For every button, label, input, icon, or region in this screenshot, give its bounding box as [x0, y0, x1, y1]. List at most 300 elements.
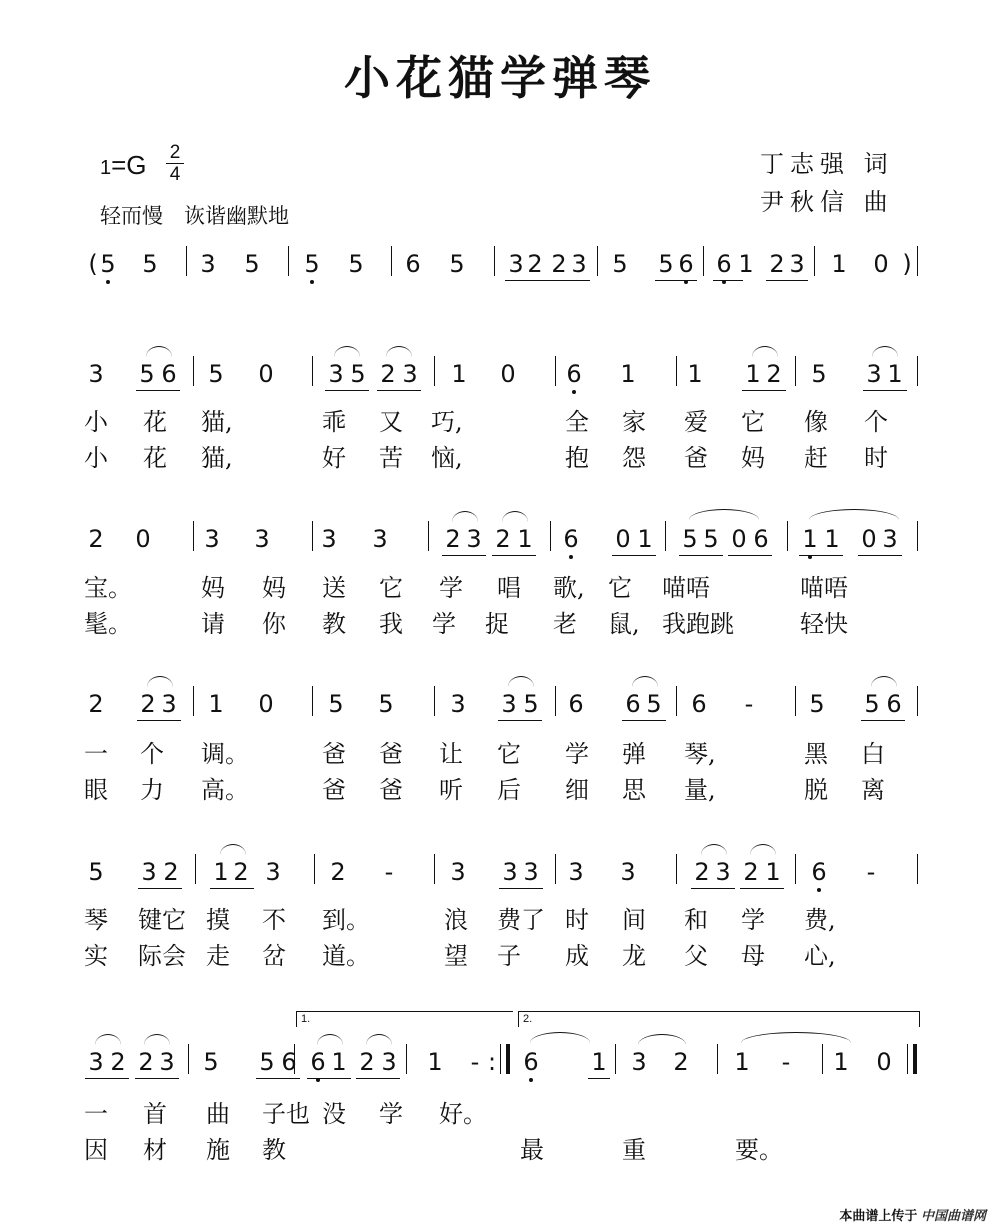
note: 3 [568, 858, 584, 886]
note: - [744, 690, 754, 718]
barline [917, 521, 918, 551]
lyric-syllable: 材 [143, 1136, 167, 1164]
note: 3 [88, 360, 104, 388]
note: 3 [501, 690, 517, 718]
underline-beam [740, 888, 784, 889]
lyric-syllable: 它 [608, 574, 632, 602]
barline [500, 1044, 501, 1074]
lyric-syllable: 恼, [431, 444, 463, 472]
note: 5 [350, 360, 366, 388]
note: 1 [517, 525, 533, 553]
note: 2 [495, 525, 511, 553]
note: 5 [646, 690, 662, 718]
lyric-syllable: 学 [741, 906, 765, 934]
note: 6 [520, 1050, 542, 1074]
barline [822, 1044, 823, 1074]
lyric-syllable: 教 [322, 610, 346, 638]
note: 2 [359, 1048, 375, 1076]
lyric-syllable: 琴, [684, 740, 716, 768]
note: 6 [405, 250, 421, 278]
note: 5 [244, 250, 260, 278]
lyric-syllable: 白 [861, 740, 885, 768]
note: 5 [658, 250, 674, 278]
note: 3 [789, 250, 805, 278]
note: - [384, 858, 394, 886]
lyric-syllable: 间 [622, 906, 646, 934]
note: 5 [97, 252, 119, 276]
note: 3 [502, 858, 518, 886]
lyric-syllable: 费了 [497, 906, 545, 934]
slur [701, 844, 727, 855]
note: 6 [625, 690, 641, 718]
lyric-syllable: 妈 [741, 444, 765, 472]
lyric-syllable: 又 [379, 408, 403, 436]
note: 5 [809, 690, 825, 718]
note: - [866, 858, 876, 886]
lyric-syllable: 学 [379, 1100, 403, 1128]
underline-beam [612, 555, 656, 556]
note: 1 [637, 525, 653, 553]
lyric-syllable: 鼠, [608, 610, 640, 638]
barline [555, 854, 556, 884]
lyric-syllable: 际会 [138, 942, 186, 970]
note: 6 [307, 1050, 329, 1074]
barline [787, 521, 788, 551]
barline [294, 1044, 295, 1074]
note: 1 [738, 250, 754, 278]
underline-beam [85, 1078, 129, 1079]
volta-2: 2. [518, 1011, 920, 1027]
note: 0 [258, 360, 274, 388]
lyric-syllable: 岔 [262, 942, 286, 970]
note: 3 [508, 250, 524, 278]
lyric-syllable: 苦 [379, 444, 403, 472]
note: 3 [866, 360, 882, 388]
lyric-syllable: 花 [143, 444, 167, 472]
note: 3 [88, 1048, 104, 1076]
lyric-syllable: 让 [439, 740, 463, 768]
lyric-syllable: 猫, [201, 444, 233, 472]
note: 0 [861, 525, 877, 553]
lyric-syllable: 它 [497, 740, 521, 768]
note: 5 [449, 250, 465, 278]
lyric-syllable: 学 [432, 610, 456, 638]
note: 3 [159, 1048, 175, 1076]
note: 5 [208, 360, 224, 388]
note: 1 [831, 250, 847, 278]
barline [434, 356, 435, 386]
lyric-syllable: 乖 [322, 408, 346, 436]
note: 2 [330, 858, 346, 886]
lyric-syllable: 道。 [322, 942, 370, 970]
lyric-syllable: 重 [622, 1136, 646, 1164]
slur [147, 676, 173, 687]
underline-beam [858, 555, 902, 556]
note: 3 [523, 858, 539, 886]
lyric-syllable: 怨 [622, 444, 646, 472]
slur [502, 511, 528, 522]
underline-beam [325, 390, 369, 391]
barline [597, 246, 598, 276]
lyric-syllable: 送 [322, 574, 346, 602]
note: 0 [615, 525, 631, 553]
lyric-syllable: 子也 [262, 1100, 310, 1128]
note: 6 [753, 525, 769, 553]
lyric-syllable: 调。 [201, 740, 249, 768]
composer-credit: 尹秋信 曲 [760, 188, 894, 216]
note: 5 [301, 252, 323, 276]
barline [676, 356, 677, 386]
lyric-syllable: 不 [262, 906, 286, 934]
lyric-syllable: 妈 [201, 574, 225, 602]
footer-text: 本曲谱上传于 [839, 1208, 918, 1223]
note: 6 [675, 252, 697, 276]
lyric-syllable: 最 [520, 1136, 544, 1164]
lyric-syllable: 巧, [431, 408, 463, 436]
barline [907, 1044, 908, 1074]
key-prefix: 1 [100, 157, 112, 179]
underline-beam [713, 280, 743, 281]
slur [871, 676, 897, 687]
barline [428, 521, 429, 551]
note: 3 [450, 858, 466, 886]
note: 5 [682, 525, 698, 553]
lyric-syllable: 爸 [322, 740, 346, 768]
lyric-syllable: 小 [84, 444, 108, 472]
lyric-syllable: 捉 [485, 610, 509, 638]
lyric-syllable: 时 [864, 444, 888, 472]
underline-beam [307, 1078, 351, 1079]
note: 2 [140, 690, 156, 718]
slur [144, 1034, 170, 1045]
site-logo: 中国曲谱网 [920, 1208, 986, 1223]
note: 6 [560, 527, 582, 551]
lyric-syllable: 家 [622, 408, 646, 436]
note: 6 [713, 252, 735, 276]
octave-dot [310, 280, 314, 284]
barline [188, 1044, 189, 1074]
note: 2 [769, 250, 785, 278]
underline-beam [136, 390, 180, 391]
note: 2 [380, 360, 396, 388]
lyric-syllable: 花 [143, 408, 167, 436]
underline-beam [442, 555, 486, 556]
note: 5 [139, 360, 155, 388]
note: 3 [328, 360, 344, 388]
note: 3 [882, 525, 898, 553]
note: 5 [348, 250, 364, 278]
barline [703, 246, 704, 276]
note: 0 [135, 525, 151, 553]
note: 6 [808, 860, 830, 884]
note: 1 [799, 527, 821, 551]
note: 6 [161, 360, 177, 388]
barline [288, 246, 289, 276]
note: 3 [466, 525, 482, 553]
barline [676, 854, 677, 884]
lyric-syllable: 赶 [804, 444, 828, 472]
slur [741, 1032, 851, 1043]
lyric-syllable: 量, [684, 776, 716, 804]
underline-beam [679, 555, 723, 556]
note: 5 [259, 1048, 275, 1076]
lyric-syllable: 到。 [322, 906, 370, 934]
note: 1 [427, 1048, 443, 1076]
note: 3 [141, 858, 157, 886]
slur [530, 1032, 590, 1043]
note: 3 [631, 1048, 647, 1076]
lyric-syllable: 子 [497, 942, 521, 970]
lyric-syllable: 要。 [735, 1136, 783, 1164]
repeat-sign: : [487, 1048, 497, 1076]
lyric-syllable: 没 [322, 1100, 346, 1128]
lyric-syllable: 个 [864, 408, 888, 436]
lyric-syllable: 眼 [84, 776, 108, 804]
open-paren: ( [88, 250, 98, 278]
note: 2 [743, 858, 759, 886]
underline-beam [861, 720, 905, 721]
note: 5 [378, 690, 394, 718]
barline [555, 356, 556, 386]
lyric-syllable: 曲 [206, 1100, 230, 1128]
lyric-syllable: 学 [565, 740, 589, 768]
lyric-syllable: 琴 [84, 906, 108, 934]
underline-beam [499, 888, 543, 889]
underline-beam [492, 555, 536, 556]
note: 2 [445, 525, 461, 553]
underline-beam [742, 390, 786, 391]
note: 0 [258, 690, 274, 718]
underline-beam [356, 1078, 400, 1079]
note: 5 [612, 250, 628, 278]
slur [809, 509, 899, 520]
note: 1 [591, 1048, 607, 1076]
note: 3 [200, 250, 216, 278]
note: 5 [328, 690, 344, 718]
slur [366, 1034, 392, 1045]
note: 0 [876, 1048, 892, 1076]
slur [632, 676, 658, 687]
lyric-syllable: 摸 [206, 906, 230, 934]
tempo-marking: 轻而慢 诙谐幽默地 [100, 204, 289, 228]
note: 3 [450, 690, 466, 718]
lyric-syllable: 妈 [262, 574, 286, 602]
underline-beam [655, 280, 697, 281]
barline [555, 686, 556, 716]
lyric-syllable: 爸 [379, 740, 403, 768]
underline-beam [505, 280, 590, 281]
slur [95, 1034, 121, 1045]
slur [638, 1034, 686, 1045]
note: 2 [88, 525, 104, 553]
note: 0 [873, 250, 889, 278]
underline-beam [588, 1078, 610, 1079]
lyric-syllable: 请 [201, 610, 225, 638]
lyric-syllable: 全 [565, 408, 589, 436]
underline-beam [863, 390, 907, 391]
barline [434, 854, 435, 884]
note: 3 [204, 525, 220, 553]
lyric-syllable: 望 [444, 942, 468, 970]
note: 2 [527, 250, 543, 278]
lyric-syllable: 时 [565, 906, 589, 934]
octave-dot [569, 555, 573, 559]
underline-beam [138, 888, 182, 889]
note: 1 [208, 690, 224, 718]
lyric-syllable: 它 [741, 408, 765, 436]
barline [676, 686, 677, 716]
note: 3 [620, 858, 636, 886]
barline [186, 246, 187, 276]
note: - [470, 1048, 480, 1076]
lyric-syllable: 抱 [565, 444, 589, 472]
lyric-syllable: 细 [565, 776, 589, 804]
barline [312, 356, 313, 386]
lyric-syllable: 费, [804, 906, 836, 934]
note: 5 [811, 360, 827, 388]
lyric-syllable: 喵唔 [662, 574, 710, 602]
lyric-syllable: 猫, [201, 408, 233, 436]
underline-beam [256, 1078, 300, 1079]
note: 2 [766, 360, 782, 388]
lyric-syllable: 你 [262, 610, 286, 638]
lyric-syllable: 脱 [804, 776, 828, 804]
slur [386, 346, 412, 357]
lyric-syllable: 实 [84, 942, 108, 970]
barline [913, 1044, 917, 1074]
underline-beam [799, 555, 843, 556]
note: 2 [163, 858, 179, 886]
lyric-syllable: 走 [206, 942, 230, 970]
note: 3 [254, 525, 270, 553]
lyric-syllable: 键它 [138, 906, 186, 934]
note: 5 [523, 690, 539, 718]
lyric-syllable: 好 [322, 444, 346, 472]
note: - [781, 1048, 791, 1076]
key-signature [100, 150, 147, 181]
lyric-syllable: 髦。 [84, 610, 132, 638]
lyric-syllable: 学 [439, 574, 463, 602]
slur [750, 844, 776, 855]
lyric-syllable: 父 [684, 942, 708, 970]
barline [917, 356, 918, 386]
note: 3 [161, 690, 177, 718]
barline [917, 854, 918, 884]
note: 3 [402, 360, 418, 388]
slur [752, 346, 778, 357]
slur [452, 511, 478, 522]
barline [391, 246, 392, 276]
note: 2 [694, 858, 710, 886]
slur [334, 346, 360, 357]
lyric-syllable: 歌, [553, 574, 585, 602]
octave-dot [106, 280, 110, 284]
note: 0 [731, 525, 747, 553]
barline [506, 1044, 510, 1074]
lyric-syllable: 我 [662, 610, 686, 638]
barline [917, 246, 918, 276]
slur [872, 346, 898, 357]
note: 2 [551, 250, 567, 278]
lyric-syllable: 黑 [804, 740, 828, 768]
lyric-syllable: 母 [741, 942, 765, 970]
lyric-syllable: 一 [84, 1100, 108, 1128]
note: 1 [765, 858, 781, 886]
lyric-syllable: 它 [379, 574, 403, 602]
slur [220, 844, 246, 855]
note: 1 [620, 360, 636, 388]
lyric-syllable: 爱 [684, 408, 708, 436]
time-signature [166, 143, 184, 184]
barline [494, 246, 495, 276]
barline [917, 686, 918, 716]
close-paren: ) [902, 250, 912, 278]
note: 6 [691, 690, 707, 718]
note: 2 [110, 1048, 126, 1076]
note: 2 [233, 858, 249, 886]
lyric-syllable: 力 [140, 776, 164, 804]
octave-dot [529, 1078, 533, 1082]
note: 3 [372, 525, 388, 553]
note: 1 [833, 1048, 849, 1076]
barline [795, 854, 796, 884]
lyric-syllable: 跑跳 [686, 610, 734, 638]
barline [795, 686, 796, 716]
note: 1 [887, 360, 903, 388]
lyric-syllable: 唱 [497, 574, 521, 602]
key-name: =G [111, 150, 147, 180]
underline-beam [728, 555, 772, 556]
lyric-syllable: 我 [379, 610, 403, 638]
note: 1 [824, 525, 840, 553]
lyric-syllable: 施 [206, 1136, 230, 1164]
barline [193, 686, 194, 716]
barline [615, 1044, 616, 1074]
lyric-syllable: 高。 [201, 776, 249, 804]
lyric-syllable: 弹 [622, 740, 646, 768]
lyric-syllable: 宝。 [84, 574, 132, 602]
barline [550, 521, 551, 551]
note: 5 [88, 858, 104, 886]
lyric-syllable: 后 [497, 776, 521, 804]
note: 1 [745, 360, 761, 388]
note: 0 [500, 360, 516, 388]
note: 3 [381, 1048, 397, 1076]
underline-beam [377, 390, 421, 391]
note: 1 [687, 360, 703, 388]
barline [312, 521, 313, 551]
barline [193, 356, 194, 386]
lyric-syllable: 老 [553, 610, 577, 638]
octave-dot [572, 390, 576, 394]
underline-beam [210, 888, 254, 889]
slur [146, 346, 172, 357]
note: 3 [571, 250, 587, 278]
lyric-syllable: 思 [622, 776, 646, 804]
lyric-syllable: 心, [804, 942, 836, 970]
barline [814, 246, 815, 276]
volta-1: 1. [296, 1011, 513, 1027]
meter-bottom: 4 [169, 164, 181, 185]
underline-beam [766, 280, 808, 281]
note: 2 [138, 1048, 154, 1076]
note: 1 [734, 1048, 750, 1076]
underline-beam [137, 720, 181, 721]
slur [317, 1034, 343, 1045]
note: 1 [331, 1048, 347, 1076]
note: 5 [864, 690, 880, 718]
lyric-syllable: 龙 [622, 942, 646, 970]
